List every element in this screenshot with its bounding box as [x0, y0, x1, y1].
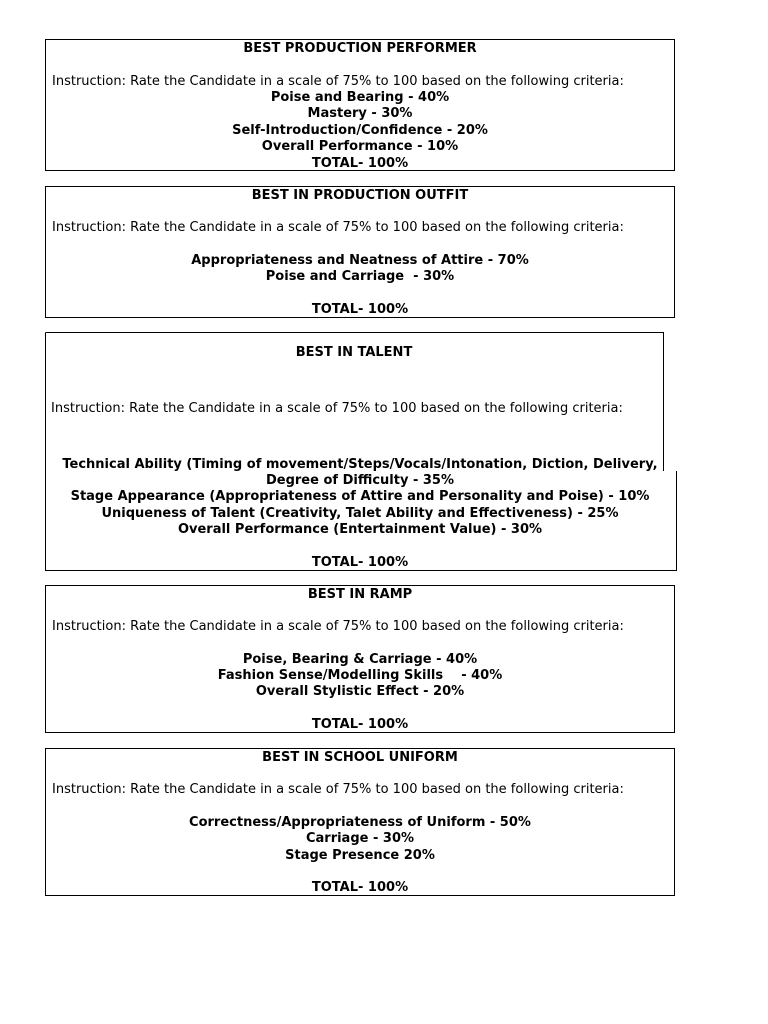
criteria-item: Self-Introduction/Confidence - 20% — [232, 123, 488, 138]
criteria-item: Correctness/Appropriateness of Uniform - 50% — [189, 815, 531, 830]
instruction-text: Instruction: Rate the Candidate in a scale of 75% to 100 based on the following criteria: — [51, 401, 623, 416]
criteria-box-talent — [45, 332, 677, 571]
section-title: BEST IN TALENT — [295, 345, 413, 360]
criteria-item: Fashion Sense/Modelling Skills - 40% — [217, 668, 503, 683]
total-label: TOTAL- 100% — [311, 302, 409, 317]
total-label: TOTAL- 100% — [311, 880, 409, 895]
criteria-item: Poise and Carriage - 30% — [265, 269, 455, 284]
section-title: BEST IN PRODUCTION OUTFIT — [251, 188, 469, 203]
instruction-text: Instruction: Rate the Candidate in a scale of 75% to 100 based on the following criteria: — [52, 220, 624, 235]
criteria-item: Overall Stylistic Effect - 20% — [255, 684, 465, 699]
total-label: TOTAL- 100% — [311, 156, 409, 171]
section-title: BEST IN RAMP — [307, 587, 413, 602]
section-title: BEST PRODUCTION PERFORMER — [243, 41, 477, 56]
criteria-item: Mastery - 30% — [307, 106, 413, 121]
instruction-text: Instruction: Rate the Candidate in a scale of 75% to 100 based on the following criteria: — [52, 782, 624, 797]
criteria-box-production-performer — [45, 39, 675, 171]
criteria-box-ramp — [45, 585, 675, 733]
criteria-item: Overall Performance (Entertainment Value) - 30% — [177, 522, 543, 537]
criteria-item: Uniqueness of Talent (Creativity, Talet Ability and Effectiveness) - 25% — [101, 506, 619, 521]
criteria-item: Degree of Difficulty - 35% — [265, 473, 454, 488]
criteria-item: Stage Appearance (Appropriateness of Attire and Personality and Poise) - 10% — [70, 489, 650, 504]
criteria-item: Poise and Bearing - 40% — [270, 90, 450, 105]
criteria-item: Poise, Bearing & Carriage - 40% — [242, 652, 478, 667]
instruction-text: Instruction: Rate the Candidate in a scale of 75% to 100 based on the following criteria: — [52, 619, 624, 634]
criteria-item: Stage Presence 20% — [285, 848, 435, 863]
criteria-item: Overall Performance - 10% — [261, 139, 459, 154]
total-label: TOTAL- 100% — [311, 717, 409, 732]
criteria-box-production-outfit — [45, 186, 675, 318]
criteria-item: Appropriateness and Neatness of Attire - 70% — [191, 253, 529, 268]
criteria-item: Technical Ability (Timing of movement/Steps/Vocals/Intonation, Diction, Delivery, — [62, 457, 658, 472]
criteria-box-school-uniform — [45, 748, 675, 896]
criteria-item: Carriage - 30% — [305, 831, 415, 846]
instruction-text: Instruction: Rate the Candidate in a scale of 75% to 100 based on the following criteria: — [52, 74, 624, 89]
section-title: BEST IN SCHOOL UNIFORM — [262, 750, 458, 765]
total-label: TOTAL- 100% — [311, 555, 409, 570]
